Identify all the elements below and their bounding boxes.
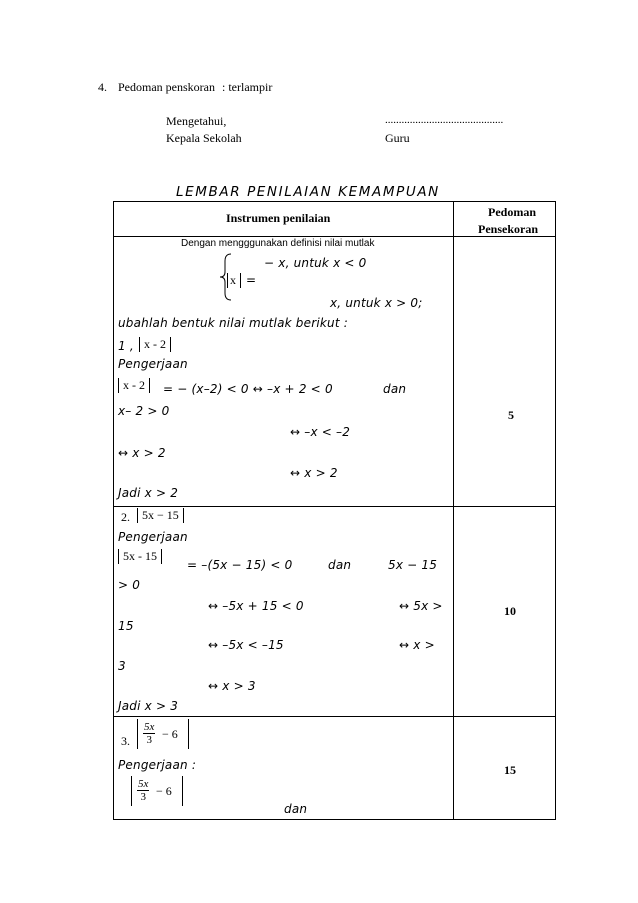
row3-work-frac-numerator: 5x	[138, 778, 149, 790]
row2-work-line3-right: ↔ 5x >	[399, 599, 443, 613]
section-value: : terlampir	[222, 80, 273, 94]
row2-work-line6: 3	[118, 659, 126, 673]
row1-item-expression: x - 2	[139, 337, 171, 352]
row2-work-line1-right: 5x − 15	[388, 558, 438, 572]
signature-left-line2: Kepala Sekolah	[166, 131, 242, 145]
row2-work-line3: ↔ –5x + 15 < 0	[208, 599, 304, 613]
section-number: 4.	[98, 80, 107, 94]
row3-minus-six: − 6	[162, 727, 178, 741]
row2-work-label: Pengerjaan	[118, 530, 188, 544]
row1-work-line2: x– 2 > 0	[118, 404, 170, 418]
row2-work-line5: ↔ –5x < –15	[208, 638, 284, 652]
row1-intro: Dengan mengggunakan definisi nilai mutlak	[181, 238, 375, 249]
row3-work-dan: dan	[284, 802, 308, 816]
row2-work-line4: 15	[118, 619, 134, 633]
row2-work-dan: dan	[328, 558, 352, 572]
row3-item-number: 3.	[121, 734, 130, 748]
row3-item-expression	[137, 719, 189, 749]
signature-right-line2: Guru	[385, 131, 410, 145]
row3-frac-numerator: 5x	[144, 721, 155, 733]
row1-equals: =	[246, 273, 257, 287]
row1-work-expression: x - 2	[118, 378, 150, 393]
signature-right-line1: ...........................................	[385, 114, 504, 126]
section-label: Pedoman penskoran	[118, 80, 215, 94]
row1-work-line5: ↔ x > 2	[290, 466, 338, 480]
row1-work-line3: ↔ –x < –2	[290, 425, 351, 439]
row1-def-positive: x, untuk x > 0;	[330, 296, 423, 310]
row1-instruction: ubahlah bentuk nilai mutlak berikut :	[118, 316, 348, 330]
row3-work-frac-denominator: 3	[140, 791, 146, 803]
row2-conclusion: Jadi x > 3	[118, 699, 179, 713]
row1-score-cell	[453, 237, 555, 507]
row1-score: 5	[508, 408, 514, 422]
header-score-line2: Pensekoran	[478, 222, 538, 236]
row2-item-expression: 5x − 15	[137, 508, 184, 523]
row1-work-line1: = − (x–2) < 0 ↔ –x + 2 < 0	[163, 382, 333, 396]
row2-work-line5-right: ↔ x >	[399, 638, 435, 652]
row1-abs-x: x	[227, 273, 241, 288]
row2-score: 10	[504, 604, 516, 618]
sheet-title: LEMBAR PENILAIAN KEMAMPUAN	[176, 184, 440, 200]
row3-work-minus-six: − 6	[156, 784, 172, 798]
row2-work-line1: = –(5x − 15) < 0	[187, 558, 293, 572]
row1-instrument-cell	[114, 237, 454, 507]
row1-work-dan: dan	[383, 382, 407, 396]
row1-conclusion: Jadi x > 2	[118, 486, 179, 500]
header-instrument: Instrumen penilaian	[226, 211, 331, 225]
row2-work-line7: ↔ x > 3	[208, 679, 256, 693]
row1-item-number: 1 ,	[118, 339, 134, 353]
row3-work-label: Pengerjaan :	[118, 758, 197, 772]
row2-item-number: 2.	[121, 510, 130, 524]
row2-work-expression: 5x - 15	[118, 549, 162, 564]
row1-work-label: Pengerjaan	[118, 357, 188, 371]
row3-work-expression	[131, 776, 183, 806]
row3-frac-denominator: 3	[146, 734, 152, 746]
row1-def-negative: − x, untuk x < 0	[264, 256, 367, 270]
signature-left-line1: Mengetahui,	[166, 114, 227, 128]
row2-work-line2: > 0	[118, 578, 141, 592]
header-score-line1: Pedoman	[488, 205, 536, 219]
row1-work-line4: ↔ x > 2	[118, 446, 166, 460]
row3-score: 15	[504, 763, 516, 777]
